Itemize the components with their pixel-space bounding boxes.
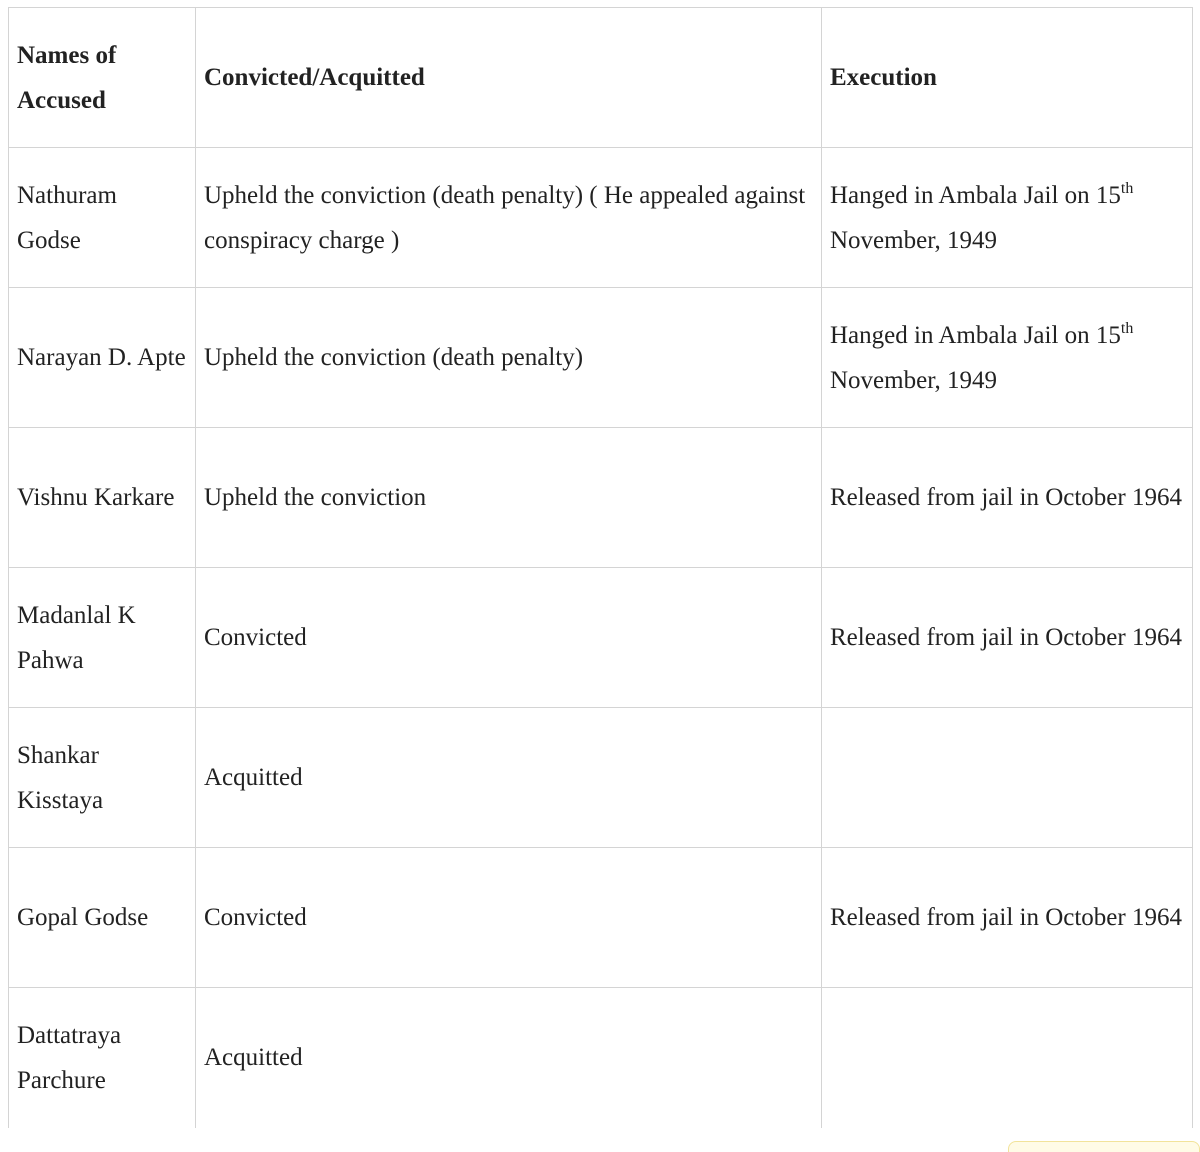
header-convicted-acquitted: Convicted/Acquitted (196, 8, 822, 148)
execution-text: Released from jail in October 1964 (830, 904, 1182, 931)
ordinal-suffix: th (1120, 319, 1134, 337)
table-row (9, 148, 1193, 288)
accused-name-cell: Shankar Kisstaya (9, 708, 196, 848)
execution-cell (822, 428, 1193, 568)
accused-name-cell: Nathuram Godse (9, 148, 196, 288)
table-row (9, 288, 1193, 428)
verdict-cell: Acquitted (196, 988, 822, 1128)
execution-text: Hanged in Ambala Jail on 15 (830, 181, 1121, 209)
verdict-cell: Upheld the conviction (196, 428, 822, 568)
execution-text-continued: November, 1949 (830, 366, 998, 394)
verdict-cell: Upheld the conviction (death penalty) (196, 288, 822, 428)
execution-text: Released from jail in October 1964 (830, 484, 1182, 511)
accused-name-cell: Vishnu Karkare (9, 428, 196, 568)
execution-cell (822, 848, 1193, 988)
execution-cell (822, 148, 1193, 288)
header-execution: Execution (822, 8, 1193, 148)
execution-cell (822, 988, 1193, 1128)
accused-name-cell: Madanlal K Pahwa (9, 568, 196, 708)
header-names-of-accused: Names of Accused (9, 8, 196, 148)
corner-popup-tab[interactable] (1008, 1141, 1200, 1152)
accused-name-cell: Dattatraya Parchure (9, 988, 196, 1128)
table-row (9, 848, 1193, 988)
table-row (9, 988, 1193, 1128)
execution-text: Hanged in Ambala Jail on 15 (830, 321, 1121, 349)
accused-verdict-table (8, 7, 1193, 1128)
table-row (9, 568, 1193, 708)
ordinal-suffix: th (1120, 179, 1134, 197)
accused-name-cell: Gopal Godse (9, 848, 196, 988)
table-header-row (9, 8, 1193, 148)
execution-text-continued: November, 1949 (830, 226, 998, 254)
verdict-cell: Convicted (196, 848, 822, 988)
accused-name-cell: Narayan D. Apte (9, 288, 196, 428)
execution-cell (822, 708, 1193, 848)
execution-text: Released from jail in October 1964 (830, 624, 1182, 651)
verdict-cell: Acquitted (196, 708, 822, 848)
table-row (9, 708, 1193, 848)
execution-cell (822, 568, 1193, 708)
verdict-cell: Convicted (196, 568, 822, 708)
table-row (9, 428, 1193, 568)
verdict-cell: Upheld the conviction (death penalty) ( He appealed against conspiracy charge ) (196, 148, 822, 288)
execution-cell (822, 288, 1193, 428)
